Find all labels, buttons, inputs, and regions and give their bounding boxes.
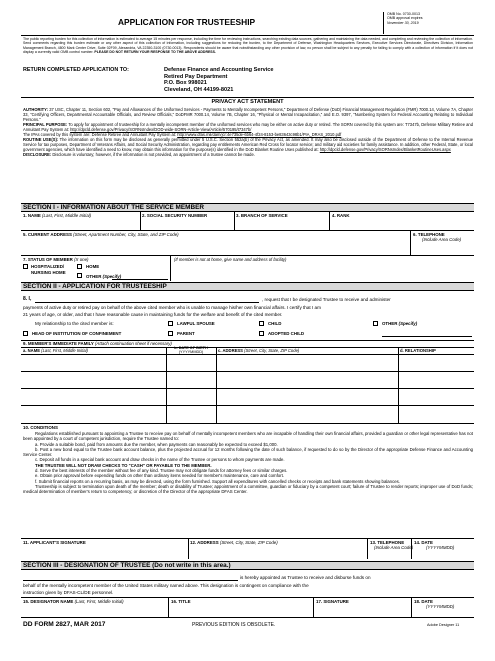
applicant-telephone-label: 13. TELEPHONE bbox=[370, 540, 405, 545]
applicant-address-field[interactable] bbox=[189, 546, 365, 557]
family-col-address: c. ADDRESS (Street, City, State, ZIP Code) bbox=[218, 348, 300, 353]
table-row[interactable] bbox=[21, 371, 474, 372]
applicant-label: 8. I, bbox=[23, 296, 32, 302]
home-checkbox[interactable] bbox=[77, 264, 82, 269]
applicant-signature-field[interactable] bbox=[21, 546, 186, 557]
head-institution-label: HEAD OF INSTITUTION OF CONFINEMENT bbox=[32, 331, 122, 336]
privacy-statement: AUTHORITY: 37 USC, Chapter 11, Section 602, "Pay and Allowances of the Uniformed Services - Payments to Mentally Incompetent Persons," Department of Defense (DoD) Financial Management Regulation (FMR) 7000.14, Volume 7A, Chapter 33, "Certifying Officers, Departmental Accountable Officials, and Review Officials," DoDFMR 7000.14, Volume 7B, Chapter 16, "Physical or Mental Incapacitation," and E.O. 9397, "Numbering System for Federal Accounting Relating to Individual Persons." PRINCIPAL PURPOSE: To apply for appointment of trusteeship for a mentally incompetent member of the uniformed services who may be either on active duty or retired. The SORN covered by this system are: T7347b, Defense Military Retiree and Annuitant Pay System at: http://dpcld.defense.gov/Privacy/SORNsIndex/DOD-wide-SORN-Article-View/Article/570195/t7347b/ The IPAs covered by this system are: Defense Retiree and Annuitant Pay System at: http://www.dfas.mil/dam/jcr:4e735de-6b64-4f24-8153-be83643c98b1/PIA_DRAS_2010.pdf ROUTINE USE(S): The information on this form may be disclosed as generally permitted under 5 U.S.C. Section 552a(b) of the Privacy Act, as amended. It may also be disclosed outside of the Department of Defense to the Internal Revenue Service for tax purposes, Department of Veterans Affairs, and Social Security Administration, regarding pay entitlements American Red Cross for locator service; and military aid societies for family assistance. In addition, other Federal, State, or local government agencies, which have identified a need to know, may obtain this information for the purpose(s) identified in the DoD Blanket Routine Uses published at: http://dpcld.defense.gov/Privacy/SORNsIndex/BlanketRoutineUses.aspx DISCLOSURE: Disclosure is voluntary; however, if the information is not provided, an appointment of a trustee cannot be made. bbox=[23, 107, 474, 157]
applicant-date-hint: (YYYYMMDD) bbox=[426, 545, 455, 550]
return-address bbox=[164, 67, 274, 94]
spouse-label: LAWFUL SPOUSE bbox=[177, 321, 215, 326]
ssn-label: 2. SOCIAL SECURITY NUMBER bbox=[142, 213, 208, 218]
table-row[interactable] bbox=[21, 405, 474, 406]
address-line: Cleveland, OH 44199-8021 bbox=[164, 87, 234, 94]
designator-signature-field[interactable] bbox=[314, 605, 410, 616]
conditions-label: 10. CONDITIONS bbox=[23, 425, 58, 430]
designator-title-label: 16. TITLE bbox=[171, 599, 191, 604]
other-status-checkbox[interactable] bbox=[77, 273, 82, 278]
designer-note: Adobe Designer 11 bbox=[427, 623, 460, 627]
address-line: Defense Finance and Accounting Service bbox=[164, 67, 274, 73]
other-relationship-field[interactable] bbox=[382, 336, 472, 337]
other-status-label: OTHER (Specify) bbox=[86, 274, 122, 279]
request-text: , request that I be designated Trustee to receive and administer bbox=[262, 297, 391, 302]
trustee-name-field[interactable] bbox=[23, 580, 238, 581]
other-relationship-checkbox[interactable] bbox=[373, 321, 378, 326]
privacy-title: PRIVACY ACT STATEMENT bbox=[211, 99, 284, 105]
omb-number: OMB No. 0730-0013 bbox=[387, 12, 420, 16]
omb-box bbox=[383, 12, 474, 34]
designator-date-field[interactable] bbox=[412, 609, 473, 616]
designator-title-field[interactable] bbox=[169, 605, 311, 616]
family-label: 9. MEMBER'S IMMEDIATE FAMILY (Attach continuation sheet if necessary) bbox=[23, 341, 172, 346]
family-col-name: a. NAME (Last, First, Middle Initial) bbox=[23, 348, 88, 353]
child-checkbox[interactable] bbox=[259, 321, 264, 326]
return-label: RETURN COMPLETED APPLICATION TO: bbox=[23, 67, 129, 73]
nursing-home-label: NURSING HOME bbox=[31, 270, 66, 275]
sorn-link[interactable]: http://dpcld.defense.gov/Privacy/SORNsIndex/DOD-wide-SORN-Article-View/Article/570195/t7347b/ bbox=[70, 127, 252, 132]
conditions-text: Regulations established pursuant to appointing a Trustee to receive pay on behalf of mentally incompetent members who are incapable of handling their own financial affairs, provided a guardian or other legal representative has not been appointed by a court of competent jurisdiction, require the Trustee named to: a. Provide a suitable bond, paid from amounts due the member, when payments can reasonably be expected to exceed $1,000. b. Post a new bond equal to the Trustee bank account balance, plus the projected accrual for 12 months following the date of such balance, if requested to do so by the Director of the appropriate Defense Finance and Accounting Service Center. c. Deposit all funds in a special bank account and draw checks in the name of the Trustee or persons to whom payments are made. THE TRUSTEE WILL NOT DRAW CHECKS TO "CASH" OR PAYABLE TO THE MEMBER. d. Serve the best interests of the member without fee of any kind. Trustee may not obligate funds for attorney fees or similar charges. e. Obtain prior approval before expending funds on other than ordinary items needed for member's maintenance, care and comfort. f. Submit financial reports on a recurring basis, as may be directed, using the form furnished. Support all expenditures with cancelled checks or receipts and bank statements showing balances. Trusteeship is subject to termination upon death of the member; death or disability of Trustee; appointment of a committee, guardian or fiduciary by a competent court; failure of Trustee to render reports; improper use of DoD funds; medical determination of member's return to competency; or discretion of the Director of the appropriate DFAS Center. bbox=[23, 431, 473, 495]
status-note: (If member is not at home, give name and address of facility) bbox=[174, 257, 287, 262]
form-number: DD FORM 2827, MAR 2017 bbox=[23, 621, 106, 628]
omb-expires: November 30, 2019 bbox=[387, 20, 419, 25]
ssn-field[interactable] bbox=[141, 219, 233, 229]
applicant-date-field[interactable] bbox=[412, 550, 473, 558]
parent-label: PARENT bbox=[177, 331, 195, 336]
applicant-date-label: 14. DATE bbox=[414, 540, 433, 545]
applicant-name-field[interactable] bbox=[35, 302, 259, 303]
omb-approval: OMB approval expires bbox=[387, 16, 423, 21]
telephone-hint: (Include Area Code) bbox=[422, 237, 462, 242]
designator-date-hint: (YYYYMMDD) bbox=[426, 604, 455, 609]
section-1-header: SECTION I - INFORMATION ABOUT THE SERVICE MEMBER bbox=[21, 203, 474, 212]
telephone-label: 6. TELEPHONE bbox=[413, 232, 445, 237]
certify-text-2: 21 years of age, or older, and that I have reasonable cause in maintaining funds for the welfare and benefit of the cited member. bbox=[23, 312, 283, 317]
telephone-field[interactable] bbox=[411, 243, 473, 254]
status-label: 7. STATUS OF MEMBER (X one) bbox=[23, 257, 89, 262]
child-label: CHILD bbox=[268, 321, 282, 326]
relationship-label: My relationship to the cited member is: bbox=[35, 321, 114, 326]
applicant-address-label: 12. ADDRESS (Street, City, State, ZIP Code) bbox=[190, 540, 278, 545]
obsolete-notice: PREVIOUS EDITION IS OBSOLETE. bbox=[192, 622, 276, 628]
certify-text-1: payments of active duty or retired pay on behalf of the above cited member who is unable to manage his/her own financial affairs. I certify that I am bbox=[23, 305, 321, 310]
burden-statement: The public reporting burden for this collection of information is estimated to average 15 minutes per response, including the time for reviewing instructions, searching existing data sources, gathering and maintaining the data needed, and completing and reviewing the collection of information. Send comments regarding this burden estimate or any other aspect of this collection of information, including suggestions for reducing the burden, to the Department of Defense, Washington Headquarters Services, Executive Services Directorate, Directives Division, Information Management Branch, 4800 Mark Center Drive, Suite 02F09, Alexandria, VA 22350-3100 (0730-0013). Respondents should be aware that notwithstanding any other provision of law, no person shall be subject to any penalty for failing to comply with a collection of information if it does not display a currently valid OMB control number. PLEASE DO NOT RETURN YOUR RESPONSE TO THE ABOVE ADDRESS. bbox=[23, 37, 473, 54]
applicant-telephone-hint: (Include Area Code) bbox=[374, 545, 414, 550]
section-3-header: SECTION III - DESIGNATION OF TRUSTEE (Do not write in this area.) bbox=[21, 561, 474, 570]
address-line: P.O. Box 998021 bbox=[164, 80, 207, 87]
home-label: HOME bbox=[86, 264, 100, 269]
section-2-header: SECTION II - APPLICATION FOR TRUSTEESHIP bbox=[21, 282, 474, 291]
appointment-text-3: instruction given by DFAS-CL/DE personnel. bbox=[23, 590, 114, 595]
family-col-dob: b. DATE OF BIRTH (YYYYMMDD) bbox=[174, 346, 208, 354]
family-col-relationship: d. RELATIONSHIP bbox=[400, 348, 436, 353]
name-label: 1. NAME (Last, First, Middle Initial) bbox=[23, 213, 92, 218]
designator-signature-label: 17. SIGNATURE bbox=[316, 599, 349, 604]
pia-link[interactable]: http://www.dfas.mil/dam/jcr:4e735de-6b64-4f24-8153-be83643c98b1/PIA_DRAS_2010.pdf bbox=[177, 132, 342, 137]
facility-field[interactable] bbox=[172, 264, 472, 280]
name-field[interactable] bbox=[21, 219, 139, 229]
branch-field[interactable] bbox=[235, 219, 328, 229]
parent-checkbox[interactable] bbox=[168, 331, 173, 336]
address-line: Retired Pay Department bbox=[164, 73, 228, 80]
adopted-child-checkbox[interactable] bbox=[259, 331, 264, 336]
designator-date-label: 18. DATE bbox=[414, 599, 433, 604]
rank-field[interactable] bbox=[330, 219, 473, 229]
rank-label: 4. RANK bbox=[332, 213, 350, 218]
other-relationship-label: OTHER (Specify) bbox=[382, 321, 418, 326]
branch-label: 3. BRANCH OF SERVICE bbox=[236, 213, 288, 218]
appointment-text-2: behalf of the mentally incompetent member of the United States military named above. This designation is contingent on compliance with the bbox=[23, 583, 309, 588]
applicant-signature-label: 11. APPLICANT'S SIGNATURE bbox=[23, 540, 86, 545]
appointment-text-1: is hereby appointed as Trustee to receive and disburse funds on bbox=[240, 575, 371, 580]
hospitalized-label: HOSPITALIZED/ bbox=[31, 264, 65, 269]
address-field[interactable] bbox=[21, 238, 409, 254]
designator-name-field[interactable] bbox=[21, 605, 166, 616]
table-row[interactable] bbox=[21, 388, 474, 389]
applicant-telephone-field[interactable] bbox=[368, 550, 409, 558]
form-title: APPLICATION FOR TRUSTEESHIP bbox=[118, 17, 256, 27]
designator-name-label: 15. DESIGNATOR NAME (Last, First, Middle Initial) bbox=[23, 599, 124, 604]
address-label: 5. CURRENT ADDRESS (Street, Apartment Number, City, State, and ZIP Code) bbox=[23, 232, 179, 237]
adopted-child-label: ADOPTED CHILD bbox=[268, 331, 305, 336]
routine-uses-link[interactable]: http://dpcld.defense.gov/Privacy/SORNsIndex/BlanketRoutineUses.aspx bbox=[319, 147, 451, 152]
spouse-checkbox[interactable] bbox=[168, 321, 173, 326]
head-institution-checkbox[interactable] bbox=[23, 331, 28, 336]
hospitalized-checkbox[interactable] bbox=[23, 264, 28, 269]
